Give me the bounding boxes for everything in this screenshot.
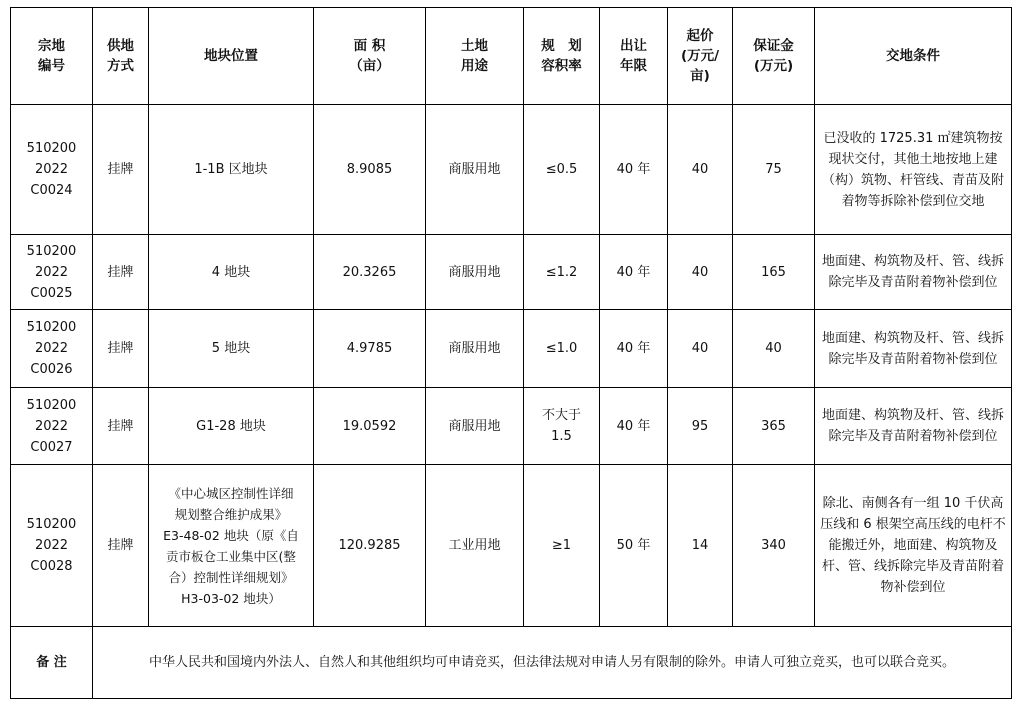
- cell-parcel-id: 510200 2022 C0027: [11, 388, 93, 465]
- cell-term: 40 年: [600, 235, 668, 310]
- header-land-use: 土地 用途: [426, 8, 524, 105]
- header-delivery-condition: 交地条件: [815, 8, 1012, 105]
- cell-land-use: 商服用地: [426, 310, 524, 388]
- cell-term: 40 年: [600, 310, 668, 388]
- cell-location: 《中心城区控制性详细 规划整合维护成果》 E3-48-02 地块（原《自 贡市板仓工业集中区(整 合）控制性详细规划》 H3-03-02 地块）: [149, 465, 314, 627]
- cell-term: 40 年: [600, 105, 668, 235]
- cell-land-use: 商服用地: [426, 388, 524, 465]
- cell-supply-method: 挂牌: [93, 105, 149, 235]
- cell-plot-ratio: ≤0.5: [524, 105, 600, 235]
- cell-parcel-id: 510200 2022 C0025: [11, 235, 93, 310]
- cell-term: 50 年: [600, 465, 668, 627]
- cell-delivery-condition: 地面建、构筑物及杆、管、线拆除完毕及青苗附着物补偿到位: [815, 388, 1012, 465]
- cell-location: 5 地块: [149, 310, 314, 388]
- header-term: 出让 年限: [600, 8, 668, 105]
- cell-area: 120.9285: [314, 465, 426, 627]
- table-row: [11, 310, 1012, 388]
- header-plot-ratio: 规 划 容积率: [524, 8, 600, 105]
- cell-plot-ratio: ≥1: [524, 465, 600, 627]
- cell-plot-ratio: 不大于 1.5: [524, 388, 600, 465]
- cell-start-price: 95: [668, 388, 733, 465]
- header-start-price: 起价 (万元/ 亩): [668, 8, 733, 105]
- cell-supply-method: 挂牌: [93, 235, 149, 310]
- table-row: [11, 388, 1012, 465]
- cell-delivery-condition: 除北、南侧各有一组 10 千伏高压线和 6 根架空高压线的电杆不能搬迁外，地面建、构筑物及杆、管、线拆除完毕及青苗附着物补偿到位: [815, 465, 1012, 627]
- header-location: 地块位置: [149, 8, 314, 105]
- land-parcel-table: [10, 7, 1012, 699]
- cell-parcel-id: 510200 2022 C0028: [11, 465, 93, 627]
- header-area: 面 积 （亩）: [314, 8, 426, 105]
- cell-start-price: 40: [668, 235, 733, 310]
- cell-supply-method: 挂牌: [93, 388, 149, 465]
- cell-plot-ratio: ≤1.2: [524, 235, 600, 310]
- cell-land-use: 商服用地: [426, 105, 524, 235]
- cell-delivery-condition: 地面建、构筑物及杆、管、线拆除完毕及青苗附着物补偿到位: [815, 310, 1012, 388]
- cell-start-price: 40: [668, 310, 733, 388]
- cell-area: 19.0592: [314, 388, 426, 465]
- cell-delivery-condition: 地面建、构筑物及杆、管、线拆除完毕及青苗附着物补偿到位: [815, 235, 1012, 310]
- cell-location: 4 地块: [149, 235, 314, 310]
- cell-deposit: 165: [733, 235, 815, 310]
- header-parcel-id: 宗地 编号: [11, 8, 93, 105]
- cell-parcel-id: 510200 2022 C0024: [11, 105, 93, 235]
- remark-row: [11, 627, 1012, 699]
- cell-location: G1-28 地块: [149, 388, 314, 465]
- cell-deposit: 75: [733, 105, 815, 235]
- cell-start-price: 14: [668, 465, 733, 627]
- cell-area: 4.9785: [314, 310, 426, 388]
- cell-deposit: 340: [733, 465, 815, 627]
- cell-area: 8.9085: [314, 105, 426, 235]
- cell-plot-ratio: ≤1.0: [524, 310, 600, 388]
- cell-supply-method: 挂牌: [93, 310, 149, 388]
- remark-text: 中华人民共和国境内外法人、自然人和其他组织均可申请竞买，但法律法规对申请人另有限制的除外。申请人可独立竞买，也可以联合竞买。: [93, 627, 1012, 699]
- cell-delivery-condition: 已没收的 1725.31 ㎡建筑物按现状交付，其他土地按地上建（构）筑物、杆管线、青苗及附着物等拆除补偿到位交地: [815, 105, 1012, 235]
- cell-supply-method: 挂牌: [93, 465, 149, 627]
- cell-term: 40 年: [600, 388, 668, 465]
- cell-deposit: 40: [733, 310, 815, 388]
- cell-deposit: 365: [733, 388, 815, 465]
- cell-land-use: 工业用地: [426, 465, 524, 627]
- cell-parcel-id: 510200 2022 C0026: [11, 310, 93, 388]
- cell-start-price: 40: [668, 105, 733, 235]
- table-row: [11, 105, 1012, 235]
- remark-label: 备 注: [11, 627, 93, 699]
- table-row: [11, 235, 1012, 310]
- header-deposit: 保证金 (万元): [733, 8, 815, 105]
- cell-land-use: 商服用地: [426, 235, 524, 310]
- cell-location: 1-1B 区地块: [149, 105, 314, 235]
- header-row: [11, 8, 1012, 105]
- cell-area: 20.3265: [314, 235, 426, 310]
- header-supply-method: 供地 方式: [93, 8, 149, 105]
- table-row: [11, 465, 1012, 627]
